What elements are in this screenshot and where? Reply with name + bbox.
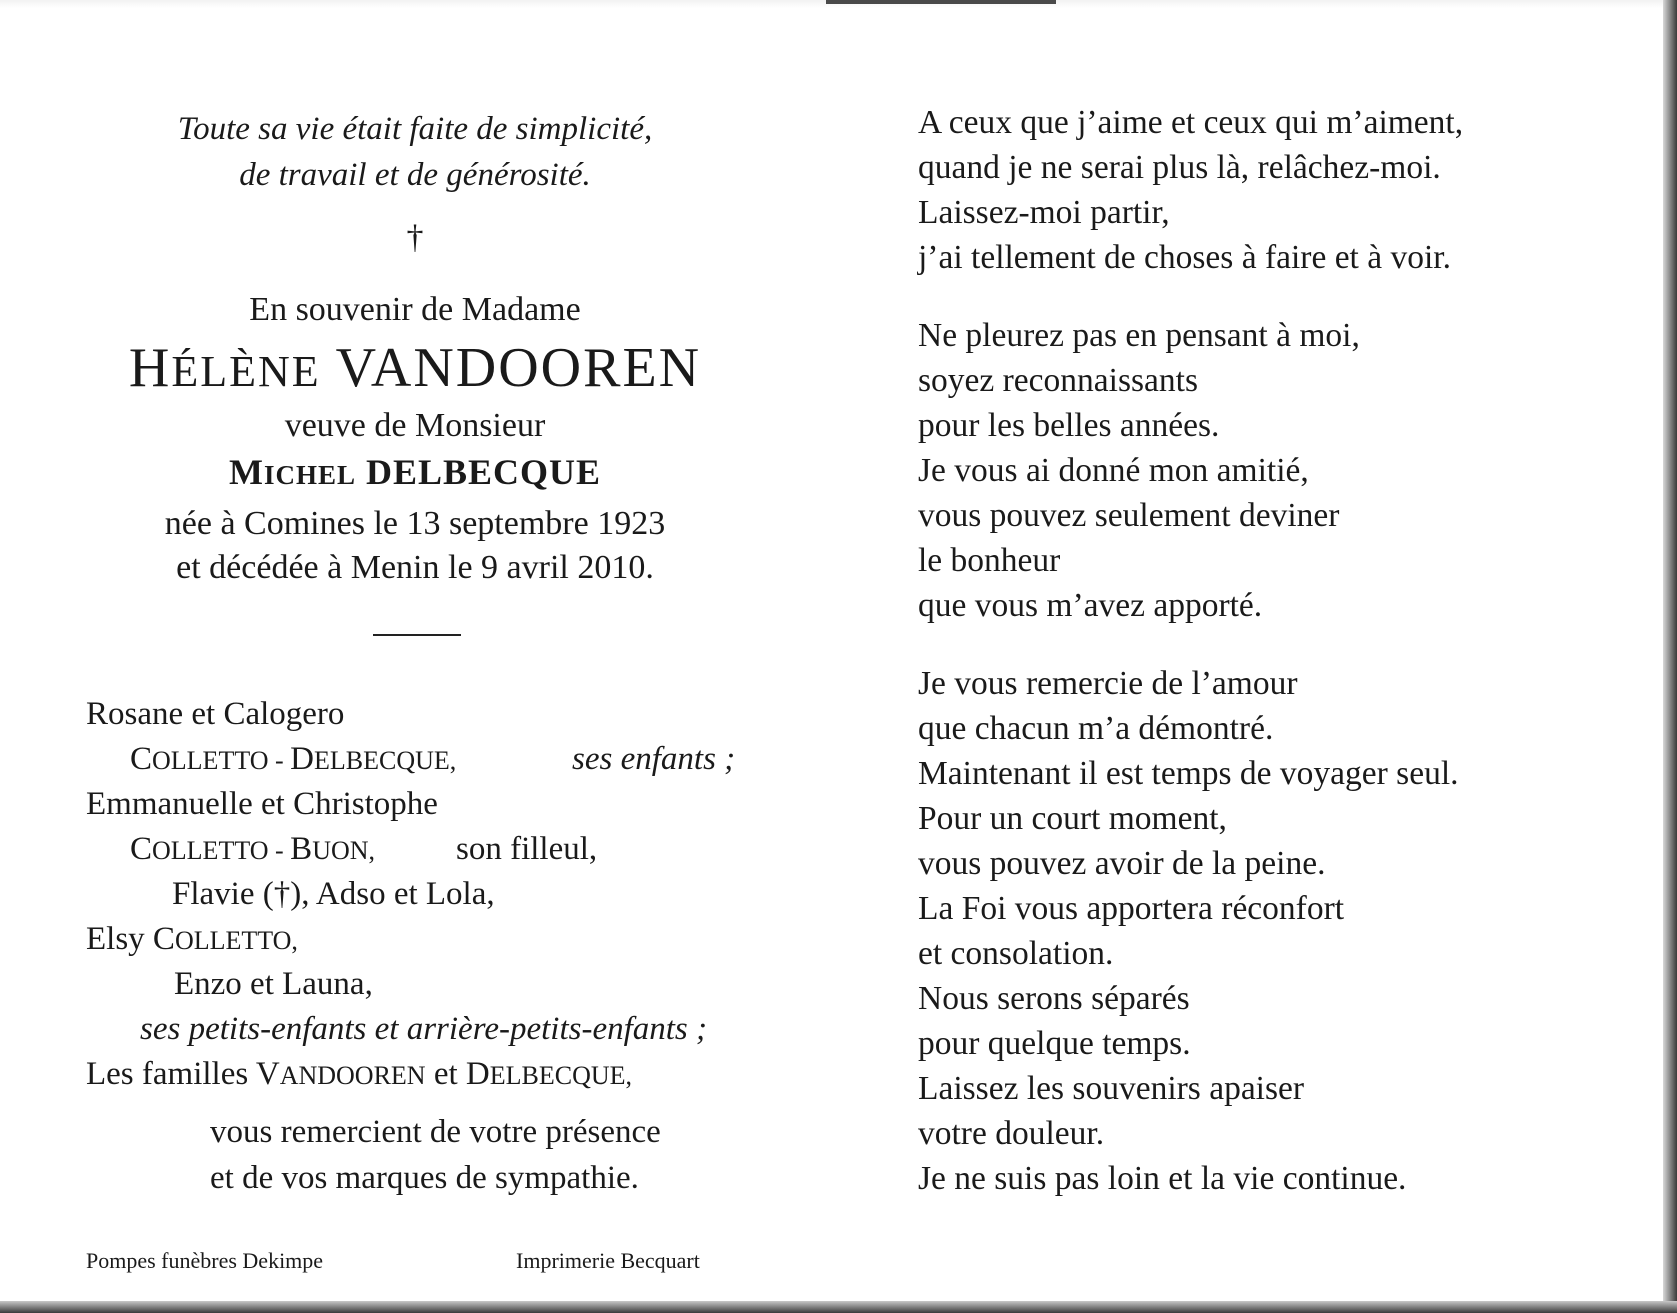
poem-line: j’ai tellement de choses à faire et à voir. <box>918 239 1451 276</box>
poem-line: Maintenant il est temps de voyager seul. <box>918 755 1459 792</box>
scan-edge-right <box>1663 0 1677 1313</box>
poem-line: vous pouvez avoir de la peine. <box>918 845 1326 882</box>
poem-stanza-2 <box>918 313 1463 628</box>
death-line: et décédée à Menin le 9 avril 2010. <box>176 549 654 586</box>
poem-line: Je vous ai donné mon amitié, <box>918 452 1309 489</box>
grandchild-1-surname: COLLETTO - BUON, <box>130 831 376 867</box>
epigraph-line-2: de travail et de générosité. <box>239 157 591 193</box>
poem-line: que chacun m’a démontré. <box>918 710 1274 747</box>
poem <box>918 100 1463 1234</box>
grandchild-1-names: Emmanuelle et Christophe <box>86 786 438 822</box>
grandchildren-role: ses petits-enfants et arrière-petits-enfants ; <box>140 1011 708 1047</box>
left-page <box>0 0 830 1313</box>
funeral-home: Pompes funèbres Dekimpe <box>86 1248 324 1273</box>
husband-name: MICHEL DELBECQUE <box>228 452 602 492</box>
poem-line: La Foi vous apportera réconfort <box>918 890 1345 927</box>
widow-of: veuve de Monsieur <box>284 407 546 444</box>
grandchild-2: Elsy COLLETTO, <box>86 921 298 957</box>
poem-line: Laissez-moi partir, <box>918 194 1170 231</box>
poem-line: pour les belles années. <box>918 407 1220 444</box>
thanks-line-1: vous remercient de votre présence <box>210 1114 661 1150</box>
poem-line: le bonheur <box>918 542 1061 579</box>
birth-line: née à Comines le 13 septembre 1923 <box>164 505 666 542</box>
epigraph-line-1: Toute sa vie était faite de simplicité, <box>177 111 653 147</box>
scan-edge-bottom <box>0 1301 1677 1313</box>
great-grandchildren-2: Enzo et Launa, <box>174 966 373 1002</box>
great-grandchildren-1: Flavie (†), Adso et Lola, <box>172 876 495 912</box>
poem-line: A ceux que j’aime et ceux qui m’aiment, <box>918 104 1464 141</box>
poem-stanza-1 <box>918 100 1463 280</box>
children-surname: COLLETTO - DELBECQUE, <box>130 741 457 777</box>
printer: Imprimerie Becquart <box>516 1248 700 1273</box>
poem-line: Ne pleurez pas en pensant à moi, <box>918 317 1360 354</box>
fold-mark <box>826 0 1056 4</box>
children-role: ses enfants ; <box>572 741 736 777</box>
deceased-name: HÉLÈNE VANDOOREN <box>128 337 702 399</box>
poem-line: pour quelque temps. <box>918 1025 1191 1062</box>
families-line: Les familles VANDOOREN et DELBECQUE, <box>86 1056 633 1092</box>
poem-line: et consolation. <box>918 935 1114 972</box>
cross-icon: † <box>406 219 424 256</box>
poem-line: Nous serons séparés <box>918 980 1190 1017</box>
grandchild-1-role: son filleul, <box>456 831 598 867</box>
memorial-intro: En souvenir de Madame <box>249 291 581 328</box>
poem-stanza-3 <box>918 661 1463 1201</box>
poem-line: vous pouvez seulement deviner <box>918 497 1340 534</box>
thanks-line-2: et de vos marques de sympathie. <box>210 1160 639 1196</box>
poem-line: quand je ne serai plus là, relâchez-moi. <box>918 149 1441 186</box>
poem-line: soyez reconnaissants <box>918 362 1199 399</box>
divider <box>373 634 461 636</box>
poem-line: Pour un court moment, <box>918 800 1227 837</box>
poem-line: Je ne suis pas loin et la vie continue. <box>918 1160 1407 1197</box>
poem-line: que vous m’avez apporté. <box>918 587 1263 624</box>
poem-line: votre douleur. <box>918 1115 1105 1152</box>
poem-line: Je vous remercie de l’amour <box>918 665 1298 702</box>
children-names: Rosane et Calogero <box>86 696 345 732</box>
poem-line: Laissez les souvenirs apaiser <box>918 1070 1305 1107</box>
